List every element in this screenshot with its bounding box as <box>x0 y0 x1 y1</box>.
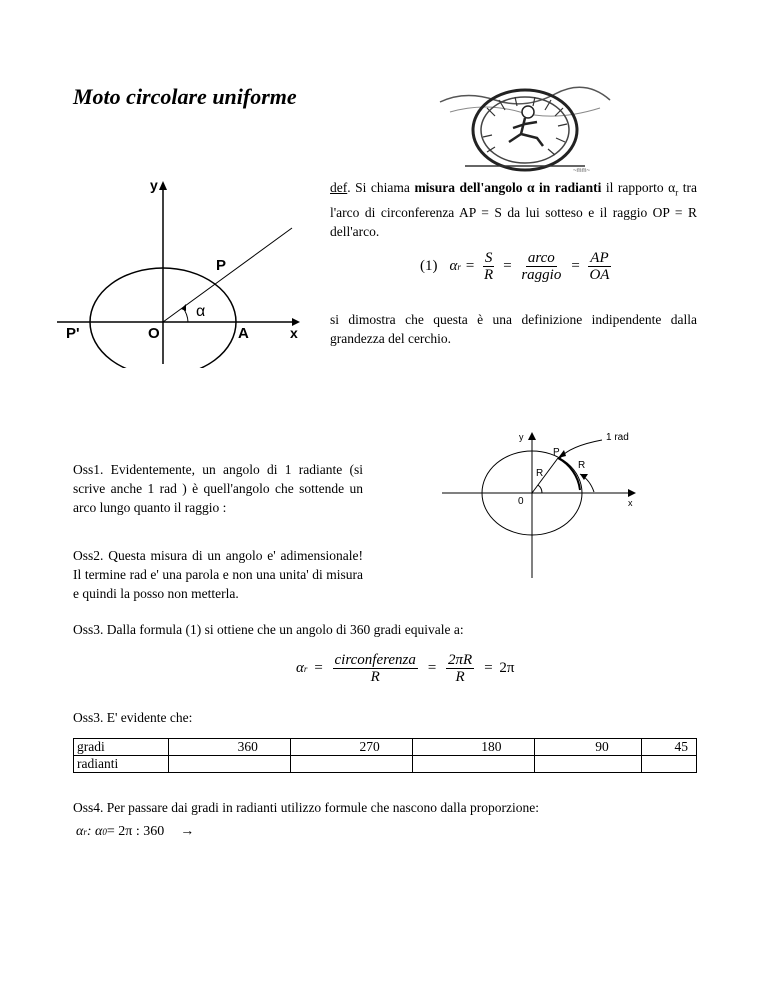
y-axis-label: y <box>150 178 158 193</box>
point-pprime-label: P' <box>66 325 80 342</box>
oss3b-paragraph: Oss3. E' evidente che: <box>73 710 193 725</box>
svg-text:1 rad: 1 rad <box>606 432 629 443</box>
table-row: radianti <box>74 756 697 773</box>
arrow-icon: → <box>180 824 195 839</box>
formula-2: α r = $\frac{\text{circonferenza}}{R}$ = $\frac{2\pi R}{R}$ = 2π <box>296 652 515 685</box>
origin-label: O <box>148 325 160 342</box>
formula-1: (1) α r = $\frac{S}{R}$ = $\frac{\text{arco}}{\text{raggio}}$ = $\frac{AP}{OA}$ <box>420 250 610 283</box>
def-label: def <box>330 180 348 195</box>
x-axis-label: x <box>290 325 298 341</box>
page-title: Moto circolare uniforme <box>73 84 297 109</box>
oss2-paragraph: Oss2. Questa misura di un angolo e' adimensionale! Il termine rad e' una parola e non una unita' di misura e quindi la posso non metterla. <box>73 548 363 601</box>
svg-text:P: P <box>553 447 560 458</box>
alpha-label: α <box>196 303 206 320</box>
degrees-radians-table <box>73 738 697 773</box>
independence-note: si dimostra che questa è una definizione indipendente dalla grandezza del cerchio. <box>330 312 697 346</box>
table-row: gradi 360 270 180 90 45 <box>74 739 697 756</box>
svg-text:R: R <box>578 460 586 471</box>
proportion-formula: α r : α 0 = 2π : 360 → <box>76 824 195 839</box>
hamster-wheel-illustration <box>425 72 625 172</box>
svg-text:0: 0 <box>518 496 524 507</box>
point-p-label: P <box>216 257 227 274</box>
svg-text:x: x <box>628 498 633 508</box>
point-a-label: A <box>238 325 249 342</box>
definition-paragraph: def. Si chiama misura dell'angolo α in radianti il rapporto $\alpha_r$ tra l'arco di circonferenza AP = S da lui sotteso e il raggio OP = R dell'arco. <box>330 180 697 239</box>
bold-term: misura dell'angolo α in radianti <box>414 180 602 195</box>
svg-text:y: y <box>519 432 524 442</box>
one-radian-diagram <box>440 428 680 588</box>
oss4-paragraph: Oss4. Per passare dai gradi in radianti utilizzo formule che nascono dalla proporzione: <box>73 800 539 815</box>
oss1-paragraph: Oss1. Evidentemente, un angolo di 1 radiante (si scrive anche 1 rad ) è quell'angolo che sottende un arco lungo quanto il raggio : <box>73 462 363 515</box>
unit-circle-diagram <box>52 178 312 368</box>
oss3-paragraph: Oss3. Dalla formula (1) si ottiene che un angolo di 360 gradi equivale a: <box>73 622 464 637</box>
svg-text:~mm~: ~mm~ <box>573 168 591 172</box>
svg-text:R: R <box>536 468 544 479</box>
